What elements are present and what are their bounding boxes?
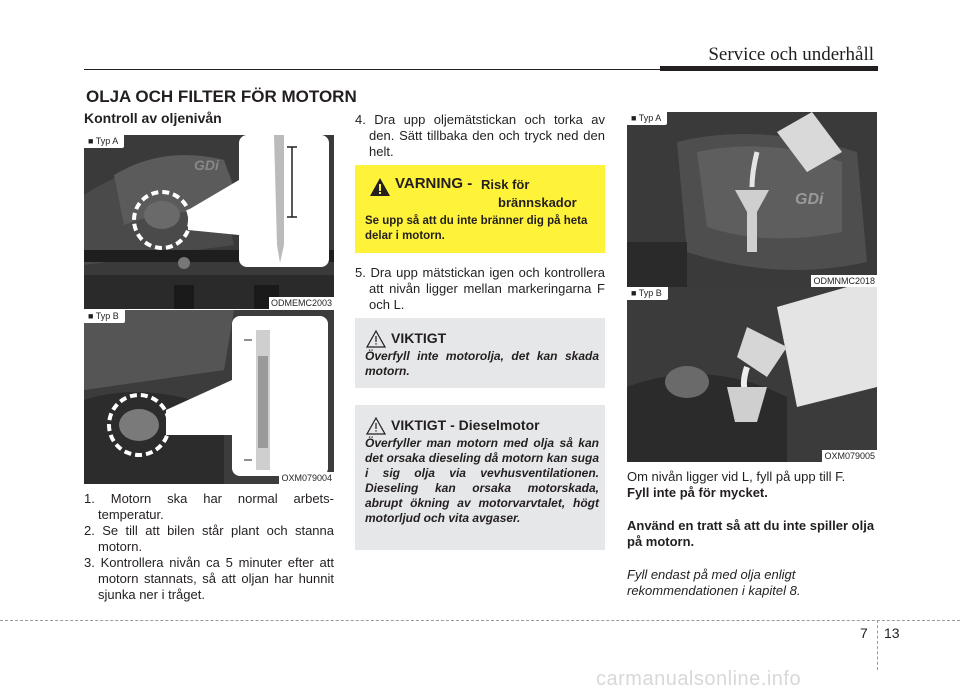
steps-list-mid-4 xyxy=(355,112,605,160)
figure-tag: ■ Typ B xyxy=(84,310,125,323)
svg-text:GDi: GDi xyxy=(194,157,219,173)
figure-oil-fill-typ-a xyxy=(627,112,877,287)
page-header xyxy=(0,0,960,80)
figure-tag: ■ Typ A xyxy=(627,112,667,125)
oil-fill-photo-typ-a xyxy=(627,112,877,287)
chapter-number: 7 xyxy=(860,625,868,641)
section-heading: OLJA OCH FILTER FÖR MOTORN xyxy=(86,87,357,106)
notice-box-diesel xyxy=(355,405,605,550)
warning-subtitle-line2: brännskador xyxy=(498,195,577,210)
footer-divider xyxy=(877,620,878,670)
list-item: 2. Se till att bilen står plant och stanna motorn. xyxy=(84,523,334,554)
chapter-title: Service och underhåll xyxy=(708,44,874,65)
warning-subtitle: Risk för xyxy=(481,177,530,192)
svg-text:GDi: GDi xyxy=(795,191,824,208)
figure-tag: ■ Typ B xyxy=(627,287,668,300)
notice-title: VIKTIGT - Dieselmotor xyxy=(391,417,540,433)
right-text-p3: Fyll endast på med olja enligt rekommendationen i kapitel 8. xyxy=(627,567,801,598)
oil-fill-photo-typ-b xyxy=(627,287,877,462)
right-text-p1-bold: Fyll inte på för mycket. xyxy=(627,485,768,500)
notice-text: Överfyll inte motorolja, det kan skada motorn. xyxy=(365,349,599,378)
figure-oil-fill-typ-b xyxy=(627,287,877,462)
figure-tag: ■ Typ A xyxy=(84,135,124,148)
notice-title: VIKTIGT xyxy=(391,330,447,346)
caution-icon xyxy=(366,330,386,348)
figure-code: OXM079004 xyxy=(281,473,332,483)
footer-rule xyxy=(0,620,960,621)
list-item: 3. Kontrollera nivån ca 5 minuter efter att motorn stannats, så att oljan har hunnit sjunka ner i tråget. xyxy=(84,555,334,602)
figure-code: ODMEMC2003 xyxy=(270,298,332,308)
figure-code: ODMNMC2018 xyxy=(813,276,875,286)
list-item: 5. Dra upp mätstickan igen och kontrollera att nivån ligger mellan markeringarna F och L. xyxy=(355,265,605,312)
notice-text: Överfyller man motorn med olja så kan det orsaka dieseling då motorn kan suga i sig olja via vevhusventilationen. Dieseling kan orsaka motorskada, abrupt ökning av motorvarvtalet, högt motorljud och vita avgaser. xyxy=(365,436,599,525)
warning-text: Se upp så att du inte bränner dig på heta delar i motorn. xyxy=(365,215,588,242)
header-rule-bar xyxy=(660,66,878,71)
list-item: 1. Motorn ska har normal arbets-temperatur. xyxy=(84,491,334,522)
figure-dipstick-typ-a xyxy=(84,135,334,309)
figure-dipstick-typ-b xyxy=(84,310,334,484)
caution-icon xyxy=(366,417,386,435)
notice-box xyxy=(355,318,605,388)
figure-code: OXM079005 xyxy=(824,451,875,461)
right-text-p1: Om nivån ligger vid L, fyll på upp till F. xyxy=(627,469,846,484)
watermark: carmanualsonline.info xyxy=(596,668,802,689)
page-number: 13 xyxy=(884,625,900,641)
engine-photo-typ-b xyxy=(84,310,334,484)
list-item: 4. Dra upp oljemätstickan och torka av den. Sätt tillbaka den och tryck ned den helt. xyxy=(355,112,605,159)
right-text-p2: Använd en tratt så att du inte spiller olja på motorn. xyxy=(627,518,875,549)
warning-icon xyxy=(369,177,391,197)
steps-list-left xyxy=(84,491,334,603)
steps-list-mid-5 xyxy=(355,265,605,313)
engine-photo-typ-a xyxy=(84,135,334,309)
subsection-heading: Kontroll av oljenivån xyxy=(84,110,222,126)
warning-box xyxy=(355,165,605,253)
warning-title: VARNING - xyxy=(395,175,473,192)
header-rule xyxy=(84,69,664,70)
